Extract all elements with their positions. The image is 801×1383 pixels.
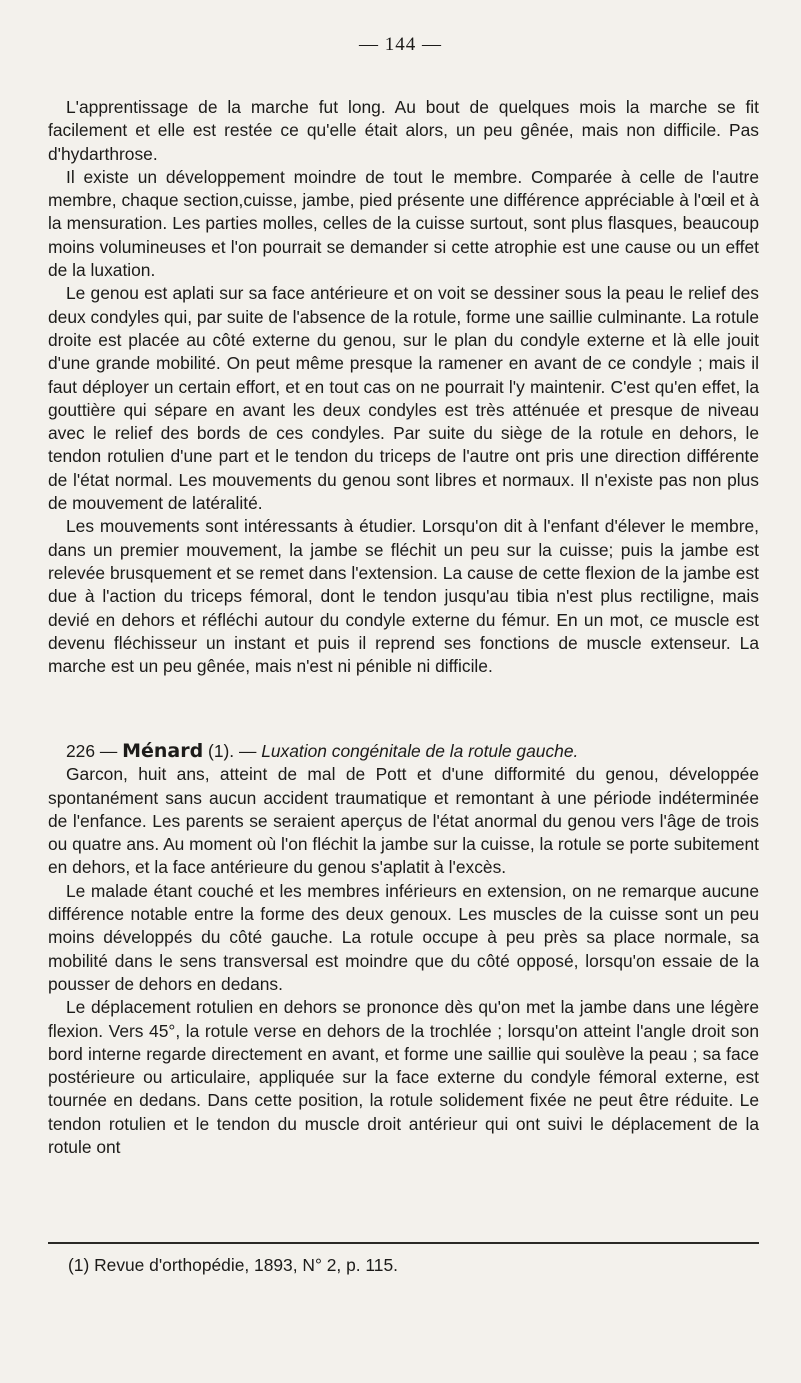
footnote-divider	[48, 1242, 759, 1244]
body-text-part-1	[48, 96, 759, 678]
case-heading	[48, 740, 759, 763]
case-title: Luxation congénitale de la rotule gauche.	[261, 741, 579, 761]
footnote: (1) Revue d'orthopédie, 1893, N° 2, p. 115.	[68, 1255, 398, 1275]
paragraph: Garcon, huit ans, atteint de mal de Pott et d'une difformité du genou, développée spontanément sans aucun accident traumatique et remontant à une période indéterminée de l'enfance. Les parents se seraient aperçus de l'état anormal du genou vers l'âge de trois ou quatre ans. Au moment où l'on fléchit la jambe sur la cuisse, la rotule se porte subitement en dehors, et la face antérieure du genou s'aplatit à l'excès.	[48, 764, 759, 878]
paragraph: Le genou est aplati sur sa face antérieure et on voit se dessiner sous la peau le relief des deux condyles qui, par suite de l'absence de la rotule, forme une saillie culminante. La rotule droite est placée au côté externe du genou, sur le plan du condyle externe et là elle jouit d'une grande mobilité. On peut même presque la ramener en avant de ce condyle ; mais il faut déployer un certain effort, et en tout cas on ne pourrait l'y maintenir. C'est qu'en effet, la gouttière qui sépare en avant les deux condyles est très atténuée et presque de niveau avec le relief des bords de ces condyles. Par suite du siège de la rotule en dehors, le tendon rotulien d'une part et le tendon du triceps de l'autre ont pris une direction différente de l'état normal. Les mouvements du genou sont libres et normaux. Il n'existe pas non plus de mouvement de latéralité.	[48, 283, 759, 514]
paragraph: Il existe un développement moindre de tout le membre. Comparée à celle de l'autre membre, chaque section,cuisse, jambe, pied présente une différence appréciable à l'œil et à la mensuration. Les parties molles, celles de la cuisse surtout, sont plus flasques, beaucoup moins volumineuses et l'on pourrait se demander si cette atrophie est une cause ou un effet de la luxation.	[48, 166, 759, 281]
case-author: Ménard	[122, 740, 204, 762]
paragraph: Les mouvements sont intéressants à étudier. Lorsqu'on dit à l'enfant d'élever le membre, dans un premier mouvement, la jambe se fléchit un peu sur la cuisse; puis la jambe est relevée brusquement et se remet dans l'extension. La cause de cette flexion de la jambe est due à l'action du triceps fémoral, dont le tendon jusqu'au tibia n'est plus rectiligne, mais devié en dehors et réfléchi autour du condyle externe du fémur. En un mot, ce muscle est devenu fléchisseur un instant et puis il reprend ses fonctions de muscle extenseur. La marche est un peu gênée, mais n'est ni pénible ni difficile.	[48, 516, 759, 677]
page-number: — 144 —	[359, 34, 442, 55]
case-note-ref: (1). —	[203, 741, 262, 761]
paragraph: Le déplacement rotulien en dehors se prononce dès qu'on met la jambe dans une légère flexion. Vers 45°, la rotule verse en dehors de la trochlée ; lorsqu'on atteint l'angle droit son bord interne regarde directement en avant, et forme une saillie qui soulève la peau ; sa face postérieure ou articulaire, appliquée sur la face externe du condyle fémoral externe, est tournée en dedans. Dans cette position, la rotule solidement fixée ne peut être réduite. Le tendon rotulien et le tendon du muscle droit antérieur qui ont suivi le déplacement de la rotule ont	[48, 997, 759, 1158]
paragraph: L'apprentissage de la marche fut long. Au bout de quelques mois la marche se fit facilement et elle est restée ce qu'elle était alors, un peu gênée, mais non difficile. Pas d'hydarthrose.	[48, 97, 759, 164]
body-text-part-2	[48, 740, 759, 1159]
paragraph: Le malade étant couché et les membres inférieurs en extension, on ne remarque aucune différence notable entre la forme des deux genoux. Les muscles de la cuisse sont un peu moins développés du côté gauche. La rotule occupe à peu près sa place normale, sa mobilité dans le sens transversal est moindre que du côté opposé, lorsqu'on essaie de la pousser de dehors en dedans.	[48, 880, 759, 994]
case-number: 226 —	[66, 741, 123, 761]
